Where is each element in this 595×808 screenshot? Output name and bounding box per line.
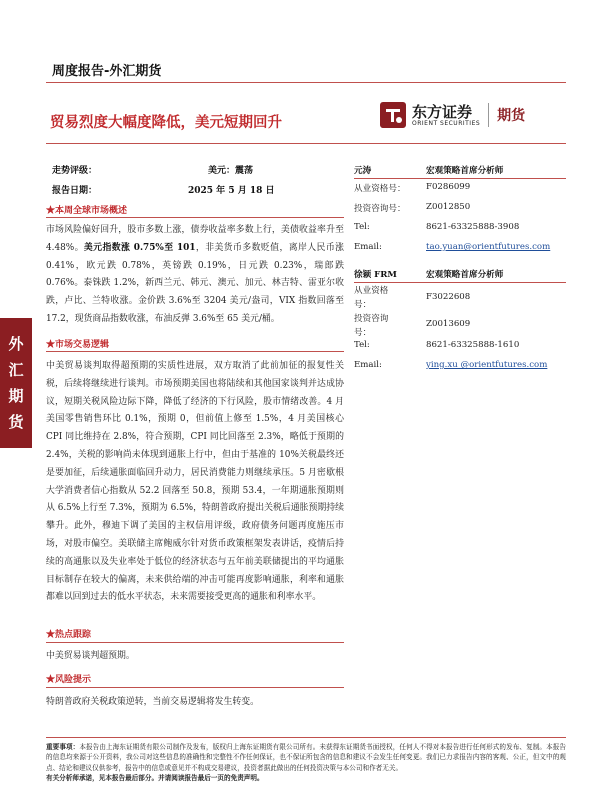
logo-text	[412, 104, 480, 127]
email-label: Email:	[354, 242, 382, 252]
global-review-text: 市场风险偏好回升，股市多数上涨，债券收益率多数上行，美债收益率升至 4.48%。	[46, 225, 344, 253]
section-heading-hot-track: ★热点跟踪	[46, 630, 92, 640]
analyst-role: 宏观策略首席分析师	[426, 166, 504, 176]
tel-number: 8621-63325888-3908	[426, 222, 520, 232]
header-divider	[46, 82, 566, 83]
side-tab-char: 货	[8, 413, 24, 431]
side-tab-char: 期	[8, 387, 24, 405]
consult-number: Z0013609	[426, 319, 471, 329]
qualification-label-cont: 号：	[354, 300, 372, 310]
section-divider	[46, 642, 344, 643]
email-link[interactable]: tao.yuan@orientfutures.com	[426, 242, 551, 252]
analyst-name: 元涛	[354, 166, 372, 176]
section-heading-market-logic: ★市场交易逻辑	[46, 340, 110, 350]
disclaimer	[46, 742, 566, 784]
analyst-name: 徐颖 FRM	[354, 270, 397, 280]
trend-rating-label: 走势评级：	[52, 166, 98, 176]
section-divider	[46, 217, 344, 218]
qualification-number: F0286099	[426, 182, 471, 192]
email-link[interactable]: ying.xu @orientfutures.com	[426, 360, 548, 370]
report-date-label: 报告日期：	[52, 186, 98, 196]
market-logic-paragraph: 中美贸易谈判取得超预期的实质性进展，双方取消了此前加征的报复性关税，后续将继续进行谈判。市场预期美国也将陆续和其他国家谈判并达成协议，短期关税风险边际下降，降低了经济的下行风险，股市情绪改善。4 月美国零售销售环比 0.1%，预期 0，但前值上修至 1.5%，4 月美国核心 CPI 同比维持在 2.8%，符合预期，CPI 同比回落至 2.3%，略低于预期的 2.4%，关税的影响尚未体现到通胀上行中，但由于基准的 10%关税最终还是要加征，后续通胀面临回升动力，居民消费能力则继续承压。5 月密歇根大学消费者信心指数从 52.2 回落至 50.8，预期 53.4，一年期通胀预期则从 6.5%上行至 7.3%，预期为 6.5%，特朗普政府提出关税后通胀预期持续攀升。此外，穆迪下调了美国的主权信用评级，政府债务问题再度施压市场，对股市偏空。美联储主席鲍威尔针对货币政策框架发表讲话，疫情后持续的高通胀以及失业率处于低位的经济状态与五年前美联储提出的平均通胀目标制存在较大的偏离，未来供给端的冲击可能再度影响通胀，利率和通胀都难以回到过去的低水平状态，未来需要接受更高的通胀和利率水平。	[46, 361, 344, 603]
consult-label: 投资咨询	[354, 314, 389, 324]
analyst-divider	[354, 282, 566, 283]
report-series-title: 周度报告-外汇期货	[52, 64, 162, 79]
global-review-paragraph	[46, 222, 344, 329]
disclaimer-footer: 有关分析师承诺，见本报告最后部分。并请阅读报告最后一页的免责声明。	[46, 774, 264, 783]
email-label: Email:	[354, 360, 382, 370]
section-divider	[46, 687, 344, 688]
side-tab-char: 外	[8, 335, 24, 353]
report-date-value: 2025 年 5 月 18 日	[188, 186, 275, 196]
report-title: 贸易烈度大幅度降低，美元短期回升	[50, 115, 282, 131]
analyst-role: 宏观策略首席分析师	[426, 270, 504, 280]
disclaimer-divider	[46, 737, 566, 738]
hot-track-text: 中美贸易谈判超预期。	[46, 651, 135, 661]
qualification-label: 从业资格	[354, 286, 389, 296]
consult-label-cont: 号：	[354, 328, 372, 338]
logo-division: 期货	[497, 108, 526, 124]
company-logo	[380, 98, 570, 132]
consult-number: Z0012850	[426, 202, 471, 212]
analyst-divider	[354, 178, 566, 179]
section-divider	[46, 351, 344, 352]
trend-rating-value: 美元：震荡	[208, 166, 254, 176]
section-heading-risk: ★风险提示	[46, 675, 92, 685]
title-divider	[46, 143, 566, 144]
logo-name-en: ORIENT SECURITIES	[412, 119, 481, 127]
disclaimer-text: 本报告由上海东证期货有限公司制作及发布，版权归上海东证期货有限公司所有。未获得东证期货书面授权，任何人不得对本报告进行任何形式的发布、复制。本报告的信息均来源于公开资料，我公司对这些信息的准确性和完整性不作任何保证，也不保证所包含的信息和建议不会发生任何变更。我们已力求报告内容的客观、公正，但文中的观点、结论和建议仅供参考，报告中的信息或意见并不构成交易建议，投资者据此做出的任何投资决策与本公司和作者无关。	[46, 743, 567, 772]
consult-label: 投资咨询号：	[354, 204, 406, 214]
analyst-panel	[354, 160, 566, 720]
tel-label: Tel:	[354, 340, 370, 350]
global-review-text-rest: ，非美货币多数贬值，离岸人民币涨 0.41%，欧元跌 0.78%，英镑跌 0.19%，日元跌 0.23%，瑞郎跌 0.76%。泰铢跌 1.2%，新西兰元、韩元、澳元、加元、林吉特、雷亚尔收跌，卢比、兰特收涨。金价跌 3.6%至 3204 美元/盎司，VIX 指数回落至 17.2，现货商品指数收涨，布油反弹 3.6%至 65 美元/桶。	[46, 242, 344, 324]
disclaimer-label: 重要事项：	[46, 743, 80, 751]
logo-separator	[488, 103, 489, 127]
dxy-highlight: 美元指数涨 0.75%至 101	[83, 242, 196, 253]
logo-name-cn: 东方证券	[412, 102, 473, 121]
orient-logo-icon	[380, 102, 406, 128]
category-side-tab	[0, 318, 32, 448]
qualification-label: 从业资格号：	[354, 184, 406, 194]
side-tab-char: 汇	[8, 361, 24, 379]
qualification-number: F3022608	[426, 292, 471, 302]
risk-text: 特朗普政府关税政策逆转，当前交易逻辑将发生转变。	[46, 697, 259, 707]
section-heading-global-review: ★本周全球市场概述	[46, 206, 128, 216]
tel-label: Tel:	[354, 222, 370, 232]
tel-number: 8621-63325888-1610	[426, 340, 520, 350]
